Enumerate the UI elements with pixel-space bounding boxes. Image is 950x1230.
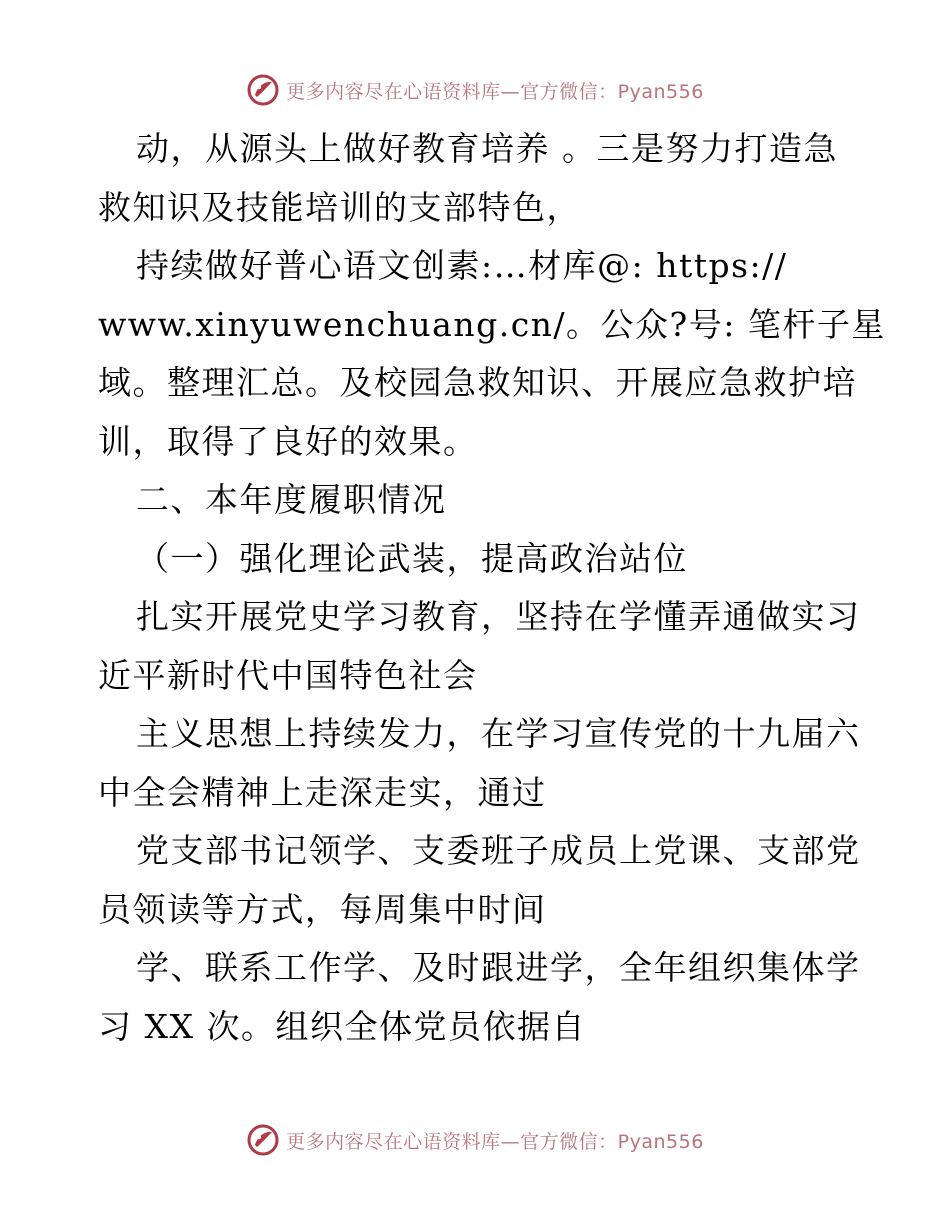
paragraph-line: 动，从源头上做好教育培养 。三是努力打造急 bbox=[136, 129, 838, 168]
watermark-header bbox=[0, 70, 950, 110]
paragraph-line: 扎实开展党史学习教育，坚持在学懂弄通做实习 bbox=[136, 597, 861, 636]
logo-icon bbox=[246, 73, 280, 107]
document-body bbox=[98, 120, 886, 1056]
paragraph-line: www.xinyuwenchuang.cn/。公众?号: 笔杆子星 bbox=[98, 304, 886, 344]
paragraph-line: 党支部书记领学、支委班子成员上党课、支部党 bbox=[136, 831, 861, 870]
paragraph-line: 救知识及技能培训的支部特色， bbox=[98, 187, 581, 227]
watermark-text: 更多内容尽在心语资料库—官方微信：Pyan556 bbox=[286, 80, 704, 103]
paragraph-line: 学、联系工作学、及时跟进学，全年组织集体学 bbox=[136, 948, 861, 987]
subsection-heading: （一）强化理论武装，提高政治站位 bbox=[136, 538, 688, 578]
logo-icon bbox=[246, 1123, 280, 1157]
watermark-text: 更多内容尽在心语资料库—官方微信：Pyan556 bbox=[286, 1130, 704, 1153]
paragraph-line: 域。整理汇总。及校园急救知识、开展应急救护培 bbox=[98, 363, 857, 402]
paragraph-line: 训，取得了良好的效果。 bbox=[98, 421, 478, 461]
paragraph-line: 主义思想上持续发力，在学习宣传党的十九届六 bbox=[136, 714, 861, 753]
paragraph-line: 习 XX 次。组织全体党员依据自 bbox=[98, 1006, 586, 1046]
section-heading: 二、本年度履职情况 bbox=[136, 480, 447, 519]
paragraph-line: 近平新时代中国特色社会 bbox=[98, 655, 478, 695]
paragraph-line: 持续做好普心语文创素:…材库@: https:// bbox=[136, 246, 788, 285]
paragraph-line: 中全会精神上走深走实，通过 bbox=[98, 772, 547, 812]
watermark-footer bbox=[0, 1120, 950, 1160]
paragraph-line: 员领读等方式，每周集中时间 bbox=[98, 889, 547, 929]
